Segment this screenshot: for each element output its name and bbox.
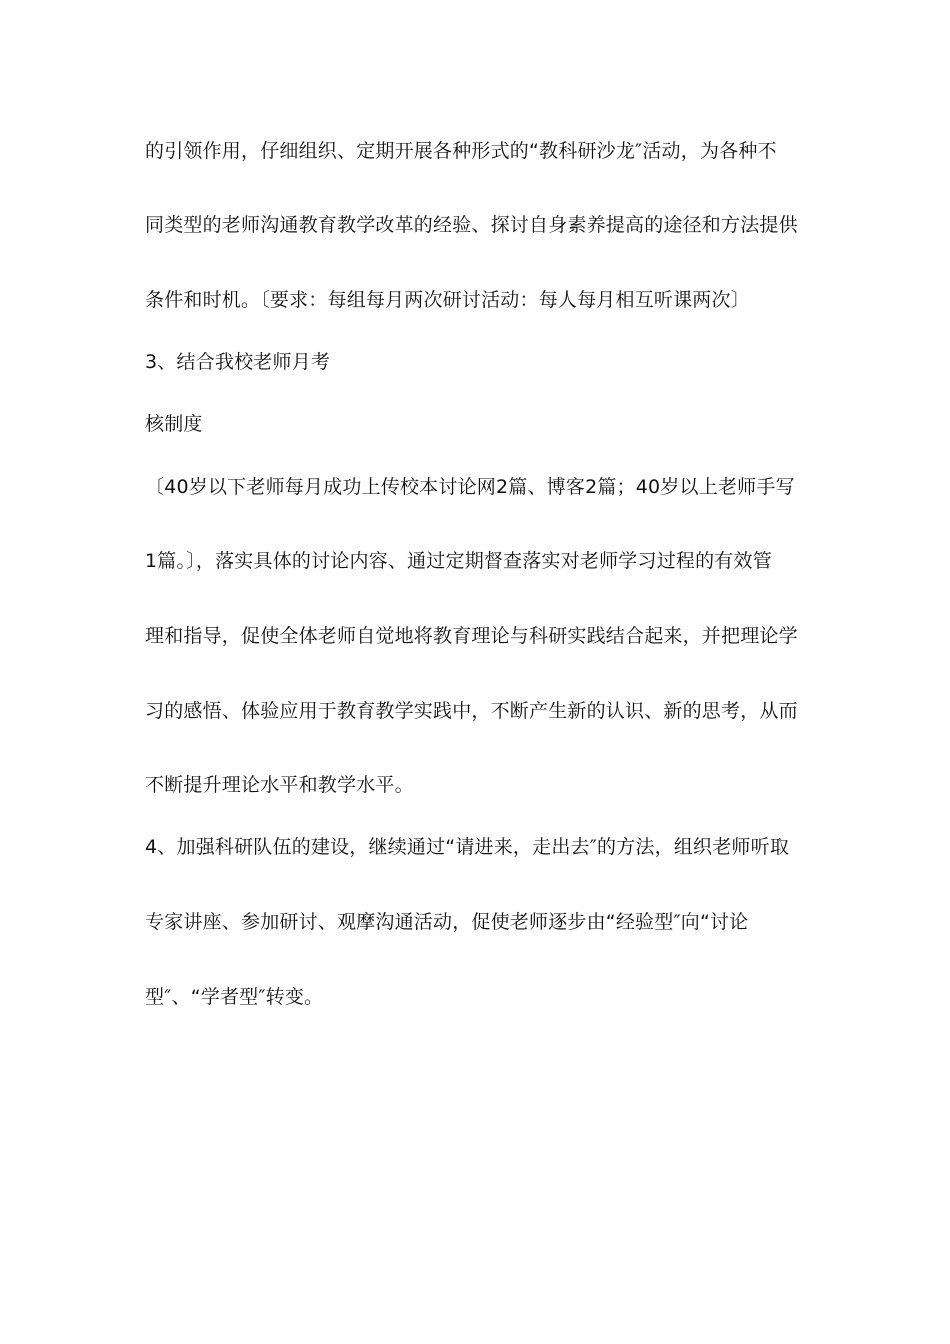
text-line: 核制度	[145, 413, 203, 435]
text-line: 〔40岁以下老师每月成功上传校本讨论网2篇、博客2篇；40岁以上老师手写	[145, 476, 795, 498]
text-line: 习的感悟、体验应用于教育教学实践中，不断产生新的认识、新的思考，从而	[145, 700, 798, 722]
text-line: 条件和时机。〔要求：每组每月两次研讨活动：每人每月相互听课两次〕	[145, 289, 750, 311]
list-item-heading: 3、结合我校老师月考	[145, 351, 331, 373]
text-line: 型″、“学者型″转变。	[145, 986, 324, 1008]
text-line: 不断提升理论水平和教学水平。	[145, 774, 414, 796]
text-line: 的引领作用，仔细组织、定期开展各种形式的“教科研沙龙″活动，为各种不	[145, 140, 777, 162]
list-item-heading: 4、加强科研队伍的建设，继续通过“请进来，走出去″的方法，组织老师听取	[145, 836, 790, 858]
text-line: 同类型的老师沟通教育教学改革的经验、探讨自身素养提高的途径和方法提供	[145, 214, 798, 236]
text-line: 1篇。〕，落实具体的讨论内容、通过定期督查落实对老师学习过程的有效管	[145, 550, 772, 572]
text-line: 专家讲座、参加研讨、观摩沟通活动，促使老师逐步由“经验型″向“讨论	[145, 911, 749, 933]
text-line: 理和指导，促使全体老师自觉地将教育理论与科研实践结合起来，并把理论学	[145, 625, 798, 647]
